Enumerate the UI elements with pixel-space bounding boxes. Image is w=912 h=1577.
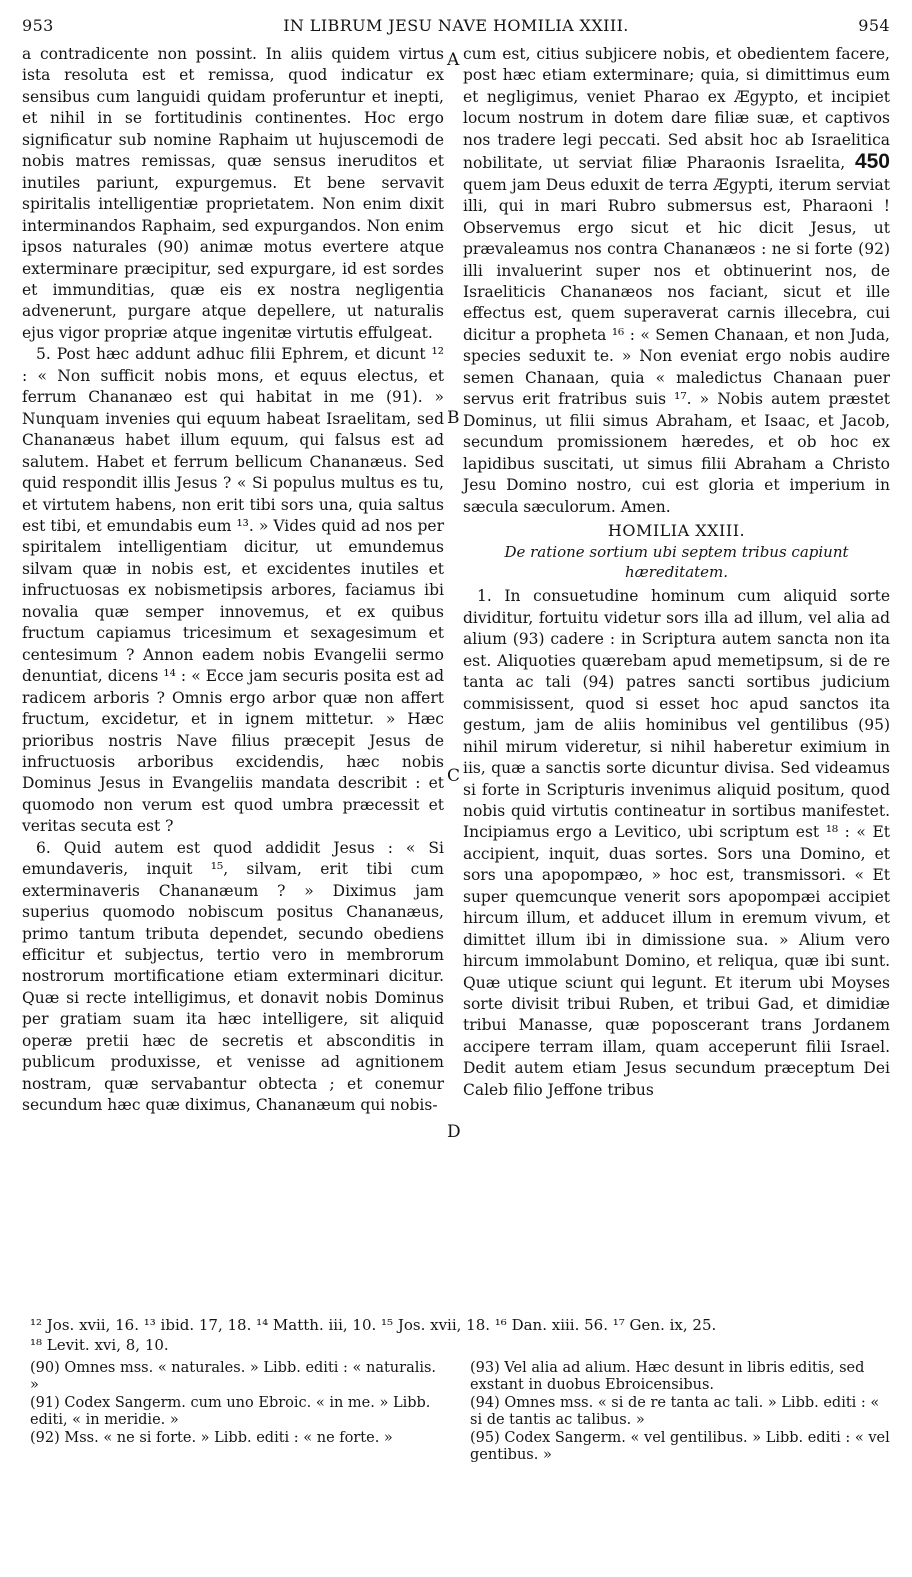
footnote: (94) Omnes mss. « si de re tanta ac tali. » Libb. editi : « si de tantis ac talibus. » [470,1395,880,1428]
page-number-right: 954 [858,16,890,35]
footnote: (92) Mss. « ne si forte. » Libb. editi : « ne forte. » [30,1430,393,1446]
margin-marker-b: B [447,408,460,428]
left-column [22,44,444,1117]
page-number-left: 953 [22,16,54,35]
homily-title: HOMILIA XXIII. [607,520,746,540]
footnotes-right [470,1360,890,1465]
paragraph: 5. Post hæc addunt adhuc filii Ephrem, et dicunt ¹² : « Non sufficit nobis mons, et equus electus, et ferrum Chananæo est qui habitat in me (91). » Nunquam invenies qui equum habeat Israelitam, sed Chananæus habet illum equum, qui falsus est ad salutem. Habet et ferrum bellicum Chananæus. Sed quid respondit illis Jesus ? « Si populus multus es tu, et virtutem habens, non erit tibi sors una, quia saltus est tibi, et emundabis eum ¹³. » Vides quid ad nos per spiritalem intelligentiam dicitur, ut emundemus silvam quæ in nobis est, et excidentes inutiles et infructuosas ex nobismetipsis arbores, faciamus ibi novalia quæ semper innovemus, et ex quibus fructum capiamus tricesimum et sexagesimum et centesimum ? Annon eadem nobis Evangelii sermo denuntiat, dicens ¹⁴ : « Ecce jam securis posita est ad radicem arboris ? Omnis ergo arbor quæ non affert fructum, excidetur, et in ignem mittetur. » Hæc prioribus nostris Nave filius præcepit Jesus de infructuosis arboribus excidendis, hæc nobis Dominus Jesus in Evangeliis mandata describit : et quomodo non verum est quod umbra præcessit et veritas secuta est ? [22,345,444,836]
paragraph: 6. Quid autem est quod addidit Jesus : « Si emundaveris, inquit ¹⁵, silvam, erit tibi cum exterminaveris Chananæum ? » Diximus jam superius quomodo nobiscum positus Chananæus, primo tantum tributa dependet, secundo obediens efficitur et subjectus, tertio vero in membrorum nostrorum mortificatione etiam exterminari dicitur. Quæ si recte intelligimus, et donavit nobis Dominus per gratiam suam ita hæc intelligere, sit aliquid operæ pretii hæc de secretis et absconditis in publicum produxisse, et venisse ad agnitionem nostram, quæ servabantur obtecta ; et conemur secundum hæc quæ diximus, Chananæum qui nobis- [22,838,444,1115]
reference-line: ¹² Jos. xvii, 16. ¹³ ibid. 17, 18. ¹⁴ Matth. iii, 10. ¹⁵ Jos. xvii, 18. ¹⁶ Dan. xiii. 56. ¹⁷ Gen. ix, 25. [30,1316,717,1334]
footnote: (93) Vel alia ad alium. Hæc desunt in libris editis, sed exstant in duobus Ebroicensibus. [470,1360,865,1393]
margin-marker-c: C [447,766,461,786]
homily-subtitle: De ratione sortium ubi septem tribus capiunt hæreditatem. [504,543,849,582]
paragraph: 1. In consuetudine hominum cum aliquid sorte dividitur, fortuitu videtur sors illa ad illum, vel alia ad alium (93) cadere : in Scriptura autem sancta non ita est. Aliquoties quærebam apud memetipsum, si de re tanta ac tali (94) patres sancti sortibus judicium commisissent, quod si esset hoc apud sanctos ita gestum, jam de aliis hominibus vel gentilibus (95) nihil mirum videretur, si nihil haberetur eximium in iis, quæ a sanctis sorte dicuntur divisa. Sed videamus si forte in Scripturis invenimus aliquid positum, quod nobis quid virtutis contineatur in sortibus manifestet. Incipiamus ergo a Levitico, ubi scriptum est ¹⁸ : « Et accipient, inquit, duas sortes. Sors una Domino, et sors una apopompæo, » hoc est, transmissori. « Et super quemcunque venerit sors apopompæi accipiet hircum illum, et adducet illum in eremum vivum, et dimittet illum ibi in dimissione sua. » Alium vero hircum immolabunt Domino, et reliqua, quæ ibi sunt. Quæ utique sciunt qui legunt. Et iterum ubi Moyses sorte divisit tribui Ruben, et tribui Gad, et dimidiæ tribui Manasse, quæ poposcerant trans Jordanem accipere terram illam, quam acceperunt filii Israel. Dedit autem etiam Jesus secundum præceptum Dei Caleb filio Jeffone tribus [463,587,890,1099]
scripture-references [30,1315,890,1355]
page-header [22,10,890,44]
right-column [463,44,890,1101]
text-run: cum est, citius subjicere nobis, et obedientem facere, post hæc etiam exterminare; quia, si dimittimus eum et negligimus, veniet Pharao ex Ægypto, et incipiet locum nostrum in dotem dare filiæ suæ, et captivos nos tradere legi peccati. Sed absit hoc ab Israelitica nobilitate, ut serviat filiæ Pharaonis Israelita, [463,45,890,173]
reference-line: ¹⁸ Levit. xvi, 8, 10. [30,1336,169,1354]
footnote: (95) Codex Sangerm. « vel gentilibus. » Libb. editi : « vel gentibus. » [470,1430,890,1463]
inline-page-marker: 450 [854,150,890,174]
footnote: (91) Codex Sangerm. cum uno Ebroic. « in me. » Libb. editi, « in meridie. » [30,1395,431,1428]
margin-marker-d: D [447,1122,461,1142]
text-run: quem jam Deus eduxit de terra Ægypti, iterum serviat illi, qui in mari Rubro submersus est, Pharaoni ! Observemus ergo sicut et hic dicit Jesus, ut prævaleamus nos contra Chananæos : ne si forte (92) illi invaluerint super nos et obtinuerint nos, de Israeliticis Chananæos nos faciant, sicut et ille effectus est, quem superaverat carnis illecebra, cui dicitur a propheta ¹⁶ : « Semen Chanaan, et non Juda, species seduxit te. » Non eveniat ergo nobis audire semen Chanaan, quia « maledictus Chanaan puer servus erit fratribus suis ¹⁷. » Nobis autem præstet Dominus, ut filii simus Abraham, et Isaac, et Jacob, secundum promissionem hæredes, et ob hoc ex lapidibus suscitati, ut simus filii Abraham a Christo Jesu Domino nostro, cui est gloria et imperium in sæcula sæculorum. Amen. [463,175,890,516]
margin-marker-a: A [447,50,460,70]
paragraph [463,44,890,518]
footnotes-left [30,1360,444,1448]
footnote: (90) Omnes mss. « naturales. » Libb. editi : « naturalis. » [30,1360,437,1393]
running-title: IN LIBRUM JESU NAVE HOMILIA XXIII. [283,16,629,35]
paragraph: a contradicente non possint. In aliis quidem virtus ista resoluta est et remissa, quod indicatur ex sensibus cum languidi quidam proferuntur et inepti, et nihil in se fortitudinis continentes. Hoc ergo significatur sub nomine Raphaim ut hujuscemodi de nobis matres remissas, quæ sensus ineruditos et inutiles pariunt, expurgemus. Et bene servavit spiritalis intelligentiæ proprietatem. Non enim dixit interminandos Raphaim, sed expurgandos. Non enim ipsos naturales (90) animæ motus evertere atque exterminare præcipitur, sed expurgare, id est sordes et immunditias, quæ eis ex nostra negligentia advenerunt, purgare atque depellere, ut naturalis ejus vigor propriæ atque ingenitæ virtutis effulgeat. [22,45,444,342]
